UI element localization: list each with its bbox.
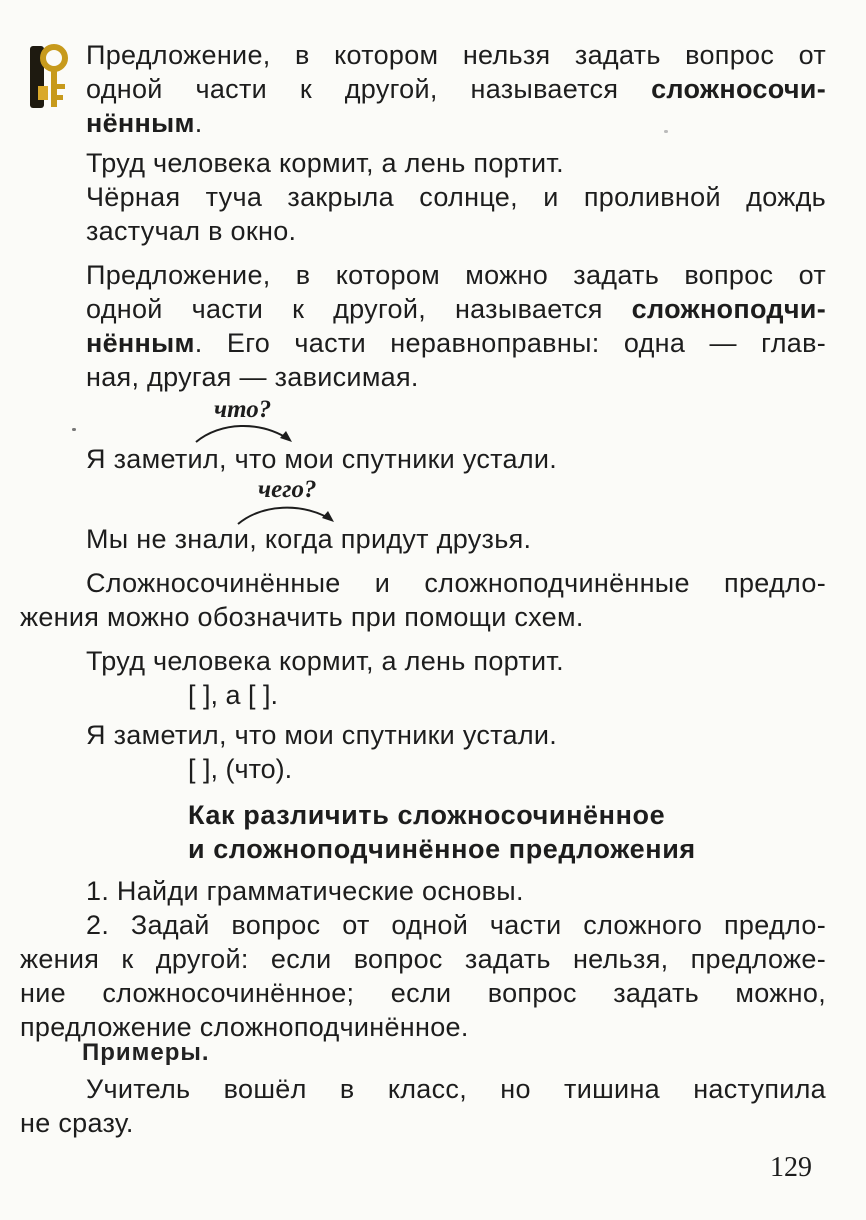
term-complex-subordinate-end: нённым [86,328,195,358]
scheme-2: [ ], (что). [188,754,293,784]
examples-label: Примеры. [82,1039,210,1066]
step-2-line3: ние сложносочинённое; если вопрос задать можно, [20,978,826,1008]
rule2-line1: Предложение, в котором можно задать вопрос от [86,260,826,290]
section-heading-line1: Как различить сложносочинённое [188,800,666,830]
rule1-line3 [86,106,203,140]
schemes-intro-line2: жения можно обозначить при помощи схем. [20,602,584,632]
question-word-2: чего? [258,476,317,503]
term-compound-coordinate: сложносочи- [651,74,826,104]
scheme-sentence-1: Труд человека кормит, а лень портит. [86,646,564,676]
rule2-line3-text: . Его части неравноправны: одна — глав- [194,328,826,358]
rule2-line2 [86,292,826,326]
print-speck [664,130,668,133]
examples-line1: Учитель вошёл в класс, но тишина наступила [86,1074,826,1104]
rule1-period: . [194,108,203,138]
step-1: 1. Найди грамматические основы. [86,876,524,906]
scheme-sentence-2: Я заметил, что мои спутники устали. [86,720,558,750]
term-complex-subordinate: сложноподчи- [631,294,826,324]
rule2-line2-text: одной части к другой, называется [86,294,632,324]
rule1-line1: Предложение, в котором нельзя задать вопрос от [86,40,826,70]
examples-line2: не сразу. [20,1108,134,1138]
key-icon [26,40,70,116]
term-compound-coordinate-end: нённым [86,108,195,138]
scheme-1: [ ], а [ ]. [188,680,279,710]
schemes-intro-line1: Сложносочинённые и сложноподчинённые предло- [86,568,826,598]
complex-example-2: Мы не знали, когда придут друзья. [86,524,532,554]
rule1-line2-text: одной части к другой, называется [86,74,652,104]
compound-example-2-line1: Чёрная туча закрыла солнце, и проливной дождь [86,182,826,212]
question-word-1: что? [214,396,272,423]
rule1-line2 [86,72,826,106]
section-heading-line2: и сложноподчинённое предложения [188,834,696,864]
page-number: 129 [770,1152,812,1183]
step-2-line1: 2. Задай вопрос от одной части сложного предло- [86,910,826,940]
complex-example-1: Я заметил, что мои спутники устали. [86,444,558,474]
compound-example-2-line2: застучал в окно. [86,216,297,246]
step-2-line4: предложение сложноподчинённое. [20,1012,469,1042]
rule2-line3 [86,326,826,360]
rule2-line4: ная, другая — зависимая. [86,362,419,392]
step-2-line2: жения к другой: если вопрос задать нельзя, предложе- [20,944,826,974]
print-speck [72,428,76,431]
compound-example-1: Труд человека кормит, а лень портит. [86,148,564,178]
